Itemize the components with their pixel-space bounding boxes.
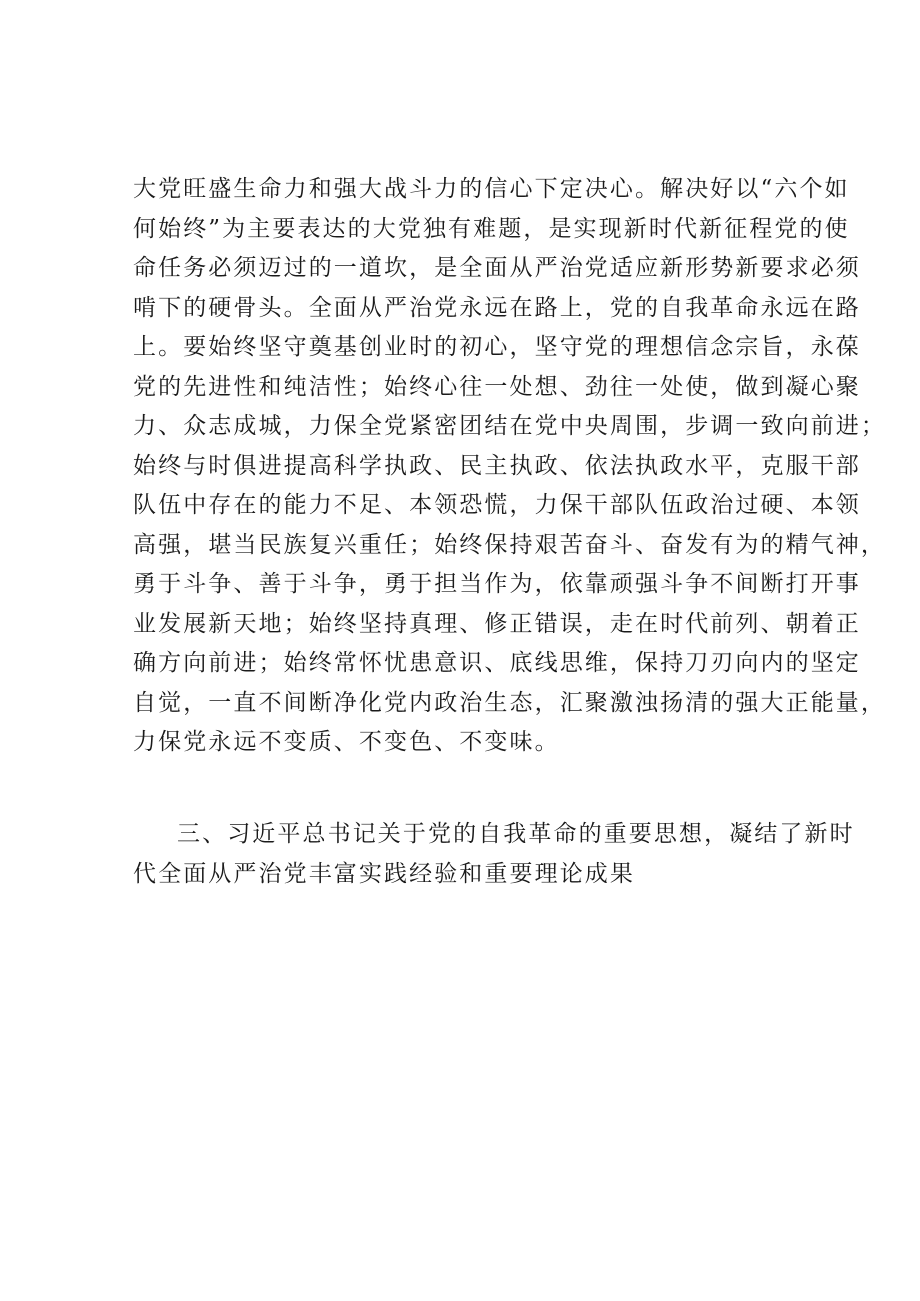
paragraph-line: 业发展新天地；始终坚持真理、修正错误，走在时代前列、朝着正: [133, 610, 861, 637]
section-heading-line: 代全面从严治党丰富实践经验和重要理论成果: [133, 860, 635, 887]
paragraph-line: 力、众志成城，力保全党紧密团结在党中央周围，步调一致向前进；: [133, 413, 886, 439]
paragraph-line: 确方向前进；始终常怀忧患意识、底线思维，保持刀刃向内的坚定: [133, 650, 861, 676]
paragraph-line: 力保党永远不变质、不变色、不变味。: [133, 729, 560, 755]
paragraph-line: 上。要始终坚守奠基创业时的初心，坚守党的理想信念宗旨，永葆: [133, 334, 861, 360]
paragraph-line: 大党旺盛生命力和强大战斗力的信心下定决心。解决好以“六个如: [133, 176, 850, 202]
paragraph-line: 队伍中存在的能力不足、本领恐慌，力保干部队伍政治过硬、本领: [133, 492, 861, 518]
paragraph-line: 始终与时俱进提高科学执政、民主执政、依法执政水平，克服干部: [133, 452, 861, 479]
paragraph-line: 高强，堪当民族复兴重任；始终保持艰苦奋斗、奋发有为的精气神，: [133, 531, 886, 558]
paragraph-line: 自觉，一直不间断净化党内政治生态，汇聚激浊扬清的强大正能量，: [133, 689, 886, 716]
paragraph-line: 何始终”为主要表达的大党独有难题，是实现新时代新征程党的使: [133, 215, 850, 242]
paragraph-line: 命任务必须迈过的一道坎，是全面从严治党适应新形势新要求必须: [133, 255, 861, 281]
body-paragraph: [133, 170, 886, 763]
paragraph-line: 啃下的硬骨头。全面从严治党永远在路上，党的自我革命永远在路: [133, 294, 861, 321]
section-heading-paragraph: [133, 815, 855, 894]
section-heading-line: 三、习近平总书记关于党的自我革命的重要思想，凝结了新时: [177, 821, 855, 847]
paragraph-line: 党的先进性和纯洁性；始终心往一处想、劲往一处使，做到凝心聚: [133, 373, 861, 400]
paragraph-line: 勇于斗争、善于斗争，勇于担当作为，依靠顽强斗争不间断打开事: [133, 571, 861, 597]
